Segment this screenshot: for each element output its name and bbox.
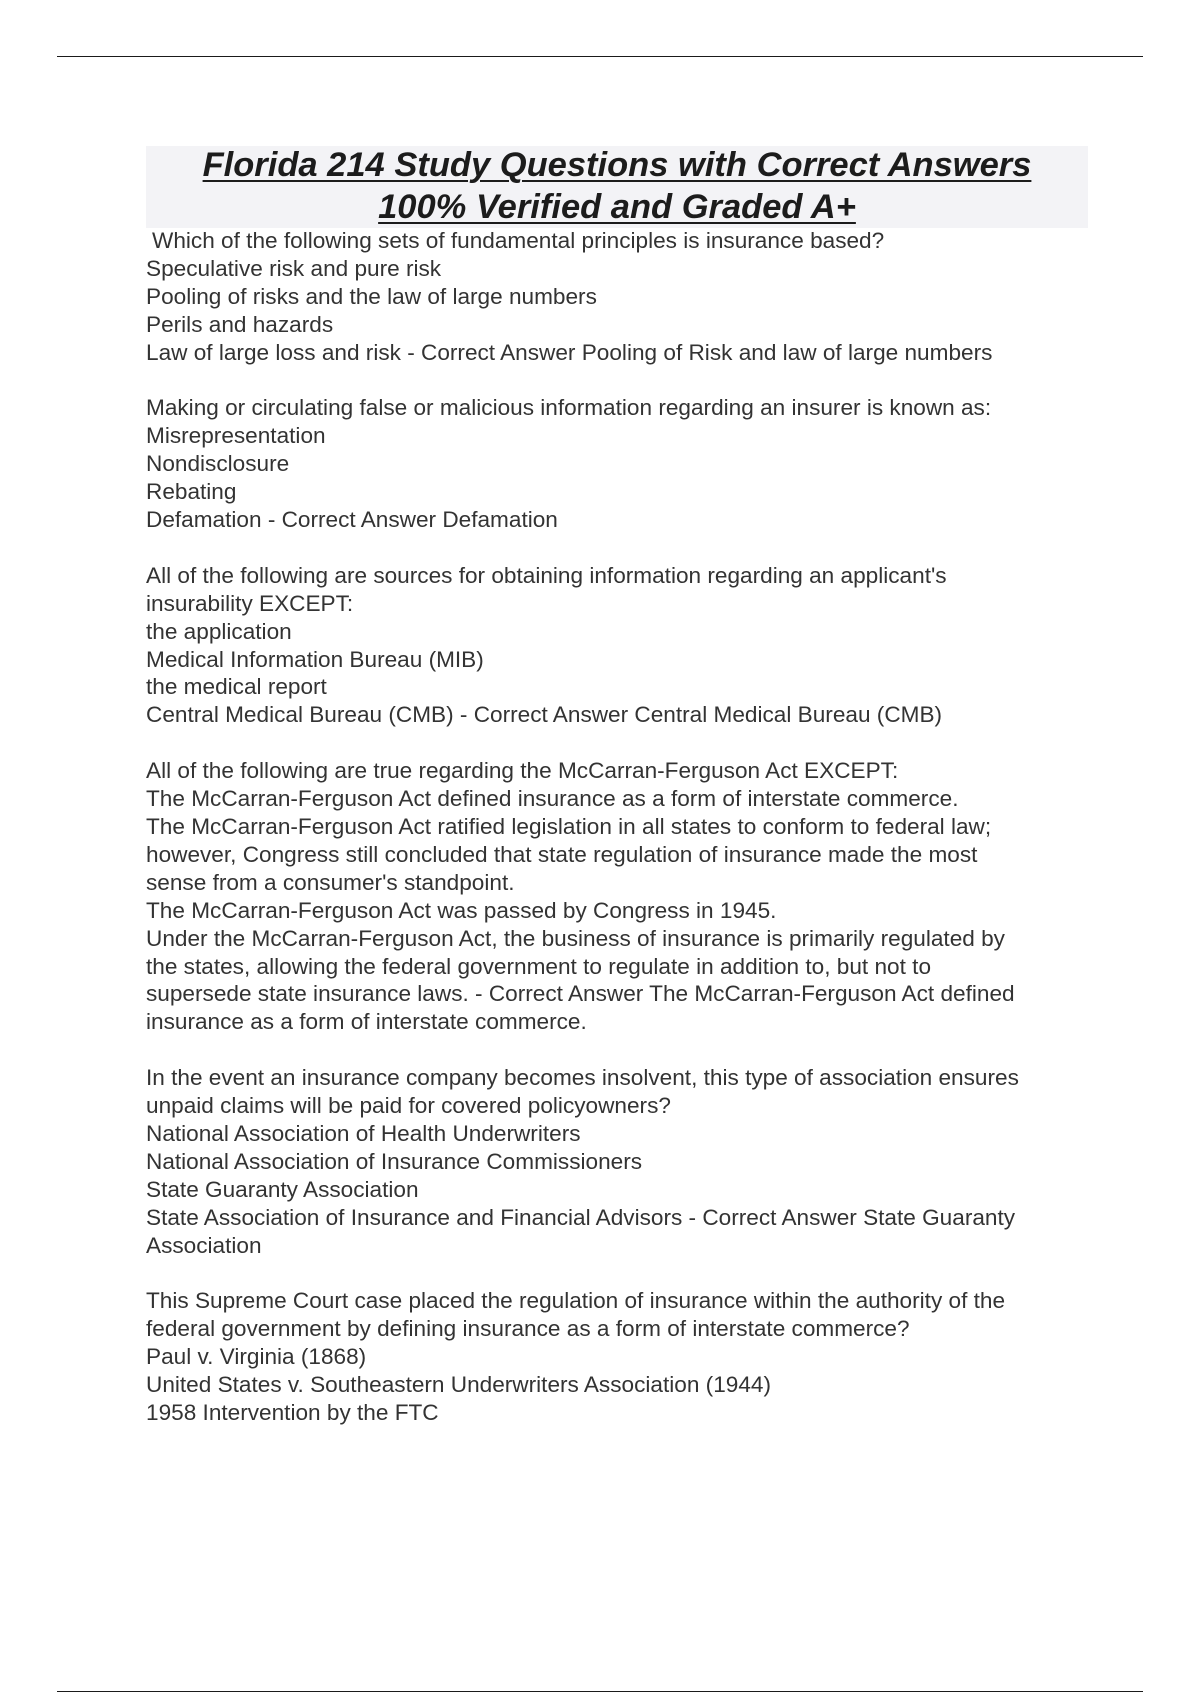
answer-line: Paul v. Virginia (1868) [146,1344,367,1370]
answer-line: 1958 Intervention by the FTC [146,1399,439,1425]
question-text: All of the following are sources for obtaining information regarding an applicant's [146,562,947,588]
question-block [146,1287,1086,1427]
answer-line: The McCarran-Ferguson Act was passed by Congress in 1945. [146,897,777,923]
answer-line: Speculative risk and pure risk [146,255,442,281]
answer-line: the medical report [146,674,327,700]
question-text: Making or circulating false or malicious information regarding an insurer is known as: [146,395,992,421]
question-block [146,562,1086,729]
answer-line: Pooling of risks and the law of large numbers [146,283,597,309]
answer-line: National Association of Health Underwriters [146,1120,581,1146]
answer-line: Misrepresentation [146,423,326,449]
document-title-line-1: Florida 214 Study Questions with Correct Answers [202,146,1032,184]
footer-rule [57,1691,1143,1692]
answer-line: Law of large loss and risk - Correct Answer Pooling of Risk and law of large numbers [146,339,993,365]
answer-line: National Association of Insurance Commissioners [146,1148,643,1174]
answer-line: unpaid claims will be paid for covered policyowners? [146,1093,671,1119]
question-text: Which of the following sets of fundamental principles is insurance based? [152,228,885,253]
answer-line: the states, allowing the federal government to regulate in addition to, but not to [146,953,932,979]
header-rule [57,56,1143,57]
question-block [146,227,1086,367]
answer-line: sense from a consumer's standpoint. [146,869,515,895]
answer-line: Rebating [146,479,237,505]
answer-line: Nondisclosure [146,451,290,477]
answer-line: Under the McCarran-Ferguson Act, the business of insurance is primarily regulated by [146,925,1005,951]
question-list [146,227,1086,1455]
answer-line: State Guaranty Association [146,1176,419,1202]
answer-line: insurability EXCEPT: [146,590,354,616]
answer-line: insurance as a form of interstate commerce. [146,1009,587,1035]
question-text: All of the following are true regarding the McCarran-Ferguson Act EXCEPT: [146,758,899,784]
answer-line: United States v. Southeastern Underwriters Association (1944) [146,1372,771,1398]
question-text: In the event an insurance company becomes insolvent, this type of association ensures [146,1065,1019,1091]
question-block [146,394,1086,534]
answer-line: supersede state insurance laws. - Correct Answer The McCarran-Ferguson Act defined [146,981,1015,1007]
answer-line: Medical Information Bureau (MIB) [146,646,484,672]
answer-line: however, Congress still concluded that state regulation of insurance made the most [146,841,978,867]
answer-line: Defamation - Correct Answer Defamation [146,507,558,533]
document-title-line-2: 100% Verified and Graded A+ [378,188,856,226]
question-block [146,757,1086,1036]
answer-line: the application [146,618,292,644]
answer-line: Central Medical Bureau (CMB) - Correct Answer Central Medical Bureau (CMB) [146,702,943,728]
answer-line: federal government by defining insurance as a form of interstate commerce? [146,1316,910,1342]
answer-line: State Association of Insurance and Financial Advisors - Correct Answer State Guaranty [146,1204,1016,1230]
answer-line: Association [146,1232,262,1258]
answer-line: The McCarran-Ferguson Act defined insurance as a form of interstate commerce. [146,786,959,812]
answer-line: The McCarran-Ferguson Act ratified legislation in all states to conform to federal law; [146,813,992,839]
question-block [146,1064,1086,1259]
answer-line: Perils and hazards [146,311,334,337]
question-text: This Supreme Court case placed the regulation of insurance within the authority of the [146,1288,1006,1314]
